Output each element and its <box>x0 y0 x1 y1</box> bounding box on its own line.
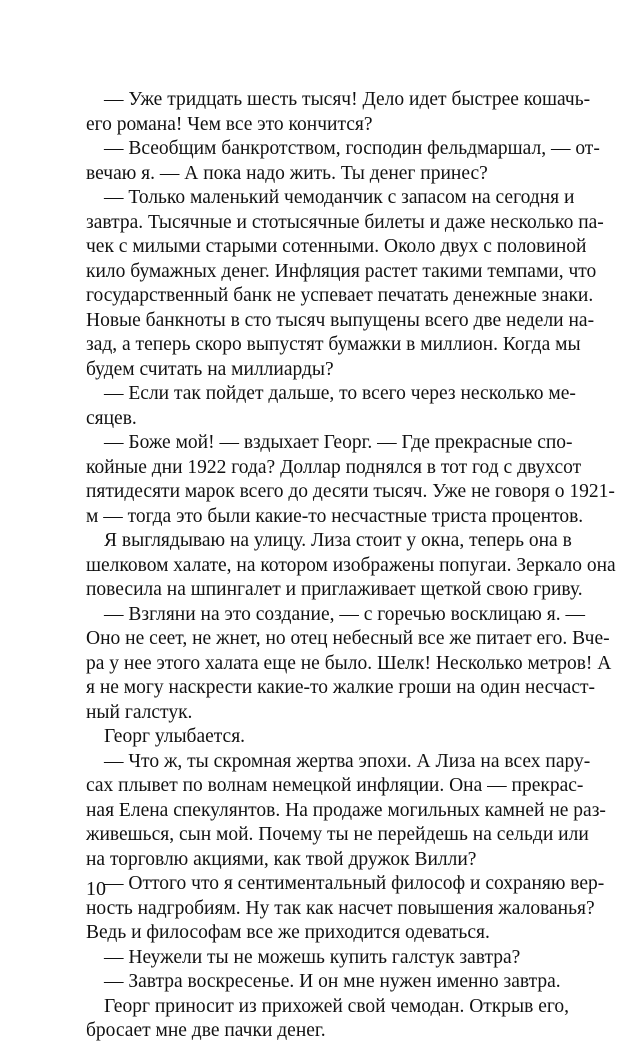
text-line: — Всеобщим банкротством, господин фельдмаршал, — от- <box>104 138 600 159</box>
text-line: живешься, сын мой. Почему ты не перейдешь на сельди или <box>86 824 589 845</box>
text-line: ра у нее этого халата еще не было. Шелк! Несколько метров! А <box>86 652 612 674</box>
text-line: Новые банкноты в сто тысяч выпущены всего две недели на- <box>86 309 595 331</box>
text-line: м — тогда это были какие-то несчастные триста процентов. <box>86 505 584 527</box>
text-line: ная Елена спекулянтов. На продаже могильных камней не раз- <box>86 799 606 821</box>
text-line: Георг приносит из прихожей свой чемодан. Открыв его, <box>104 995 570 1017</box>
text-line: — Что ж, ты скромная жертва эпохи. А Лиза на всех пару- <box>104 750 591 772</box>
page-number: 10 <box>86 878 106 900</box>
text-line: Я выглядываю на улицу. Лиза стоит у окна, теперь она в <box>104 530 572 551</box>
text-line: чек с милыми старыми сотенными. Около двух с половиной <box>86 236 587 257</box>
text-line: вечаю я. — А пока надо жить. Ты денег принес? <box>86 162 488 184</box>
text-line: — Оттого что я сентиментальный философ и сохраняю вер- <box>104 873 605 894</box>
text-line: зад, а теперь скоро выпустят бумажки в миллион. Когда мы <box>86 334 581 355</box>
text-line: — Только маленький чемоданчик с запасом на сегодня и <box>104 187 575 208</box>
text-line: — Завтра воскресенье. И он мне нужен именно завтра. <box>104 971 561 992</box>
text-line: койные дни 1922 года? Доллар поднялся в тот год с двухсот <box>86 456 582 478</box>
text-line: я не могу наскрести какие-то жалкие гроши на один несчаст- <box>86 677 595 698</box>
text-line: Оно не сеет, не жнет, но отец небесный все же питает его. Вче- <box>86 628 610 649</box>
text-line: — Уже тридцать шесть тысяч! Дело идет быстрее кошачь- <box>104 89 591 110</box>
text-line: бросает мне две пачки денег. <box>86 1020 326 1041</box>
text-line: — Боже мой! — вздыхает Георг. — Где прекрасные спо- <box>104 432 573 453</box>
text-line: — Неужели ты не можешь купить галстук завтра? <box>104 946 521 968</box>
text-line: завтра. Тысячные и стотысячные билеты и даже несколько па- <box>86 211 604 233</box>
text-line: Георг улыбается. <box>104 726 246 747</box>
text-line: кило бумажных денег. Инфляция растет такими темпами, что <box>86 260 597 282</box>
text-line: его романа! Чем все это кончится? <box>86 113 373 135</box>
text-line: ность надгробиям. Ну так как насчет повышения жалованья? <box>86 897 595 919</box>
text-line: сяцев. <box>86 407 137 429</box>
text-line: шелковом халате, на котором изображены попугаи. Зеркало она <box>86 554 616 576</box>
text-line: — Если так пойдет дальше, то всего через несколько ме- <box>104 383 576 404</box>
text-line: сах плывет по волнам немецкой инфляции. Она — прекрас- <box>86 775 584 796</box>
text-line: повесила на шпингалет и приглаживает щеткой свою гриву. <box>86 579 583 600</box>
text-line: Ведь и философам все же приходится одеваться. <box>86 922 490 943</box>
text-line: ный галстук. <box>86 701 193 723</box>
text-line: государственный банк не успевает печатать денежные знаки. <box>86 285 594 306</box>
text-line: пятидесяти марок всего до десяти тысяч. Уже не говоря о 1921- <box>86 481 615 502</box>
body-text <box>86 88 616 1044</box>
text-line: — Взгляни на это создание, — с горечью восклицаю я. — <box>104 603 585 625</box>
text-line: на торговлю акциями, как твой дружок Вилли? <box>86 848 477 870</box>
text-line: будем считать на миллиарды? <box>86 358 334 380</box>
